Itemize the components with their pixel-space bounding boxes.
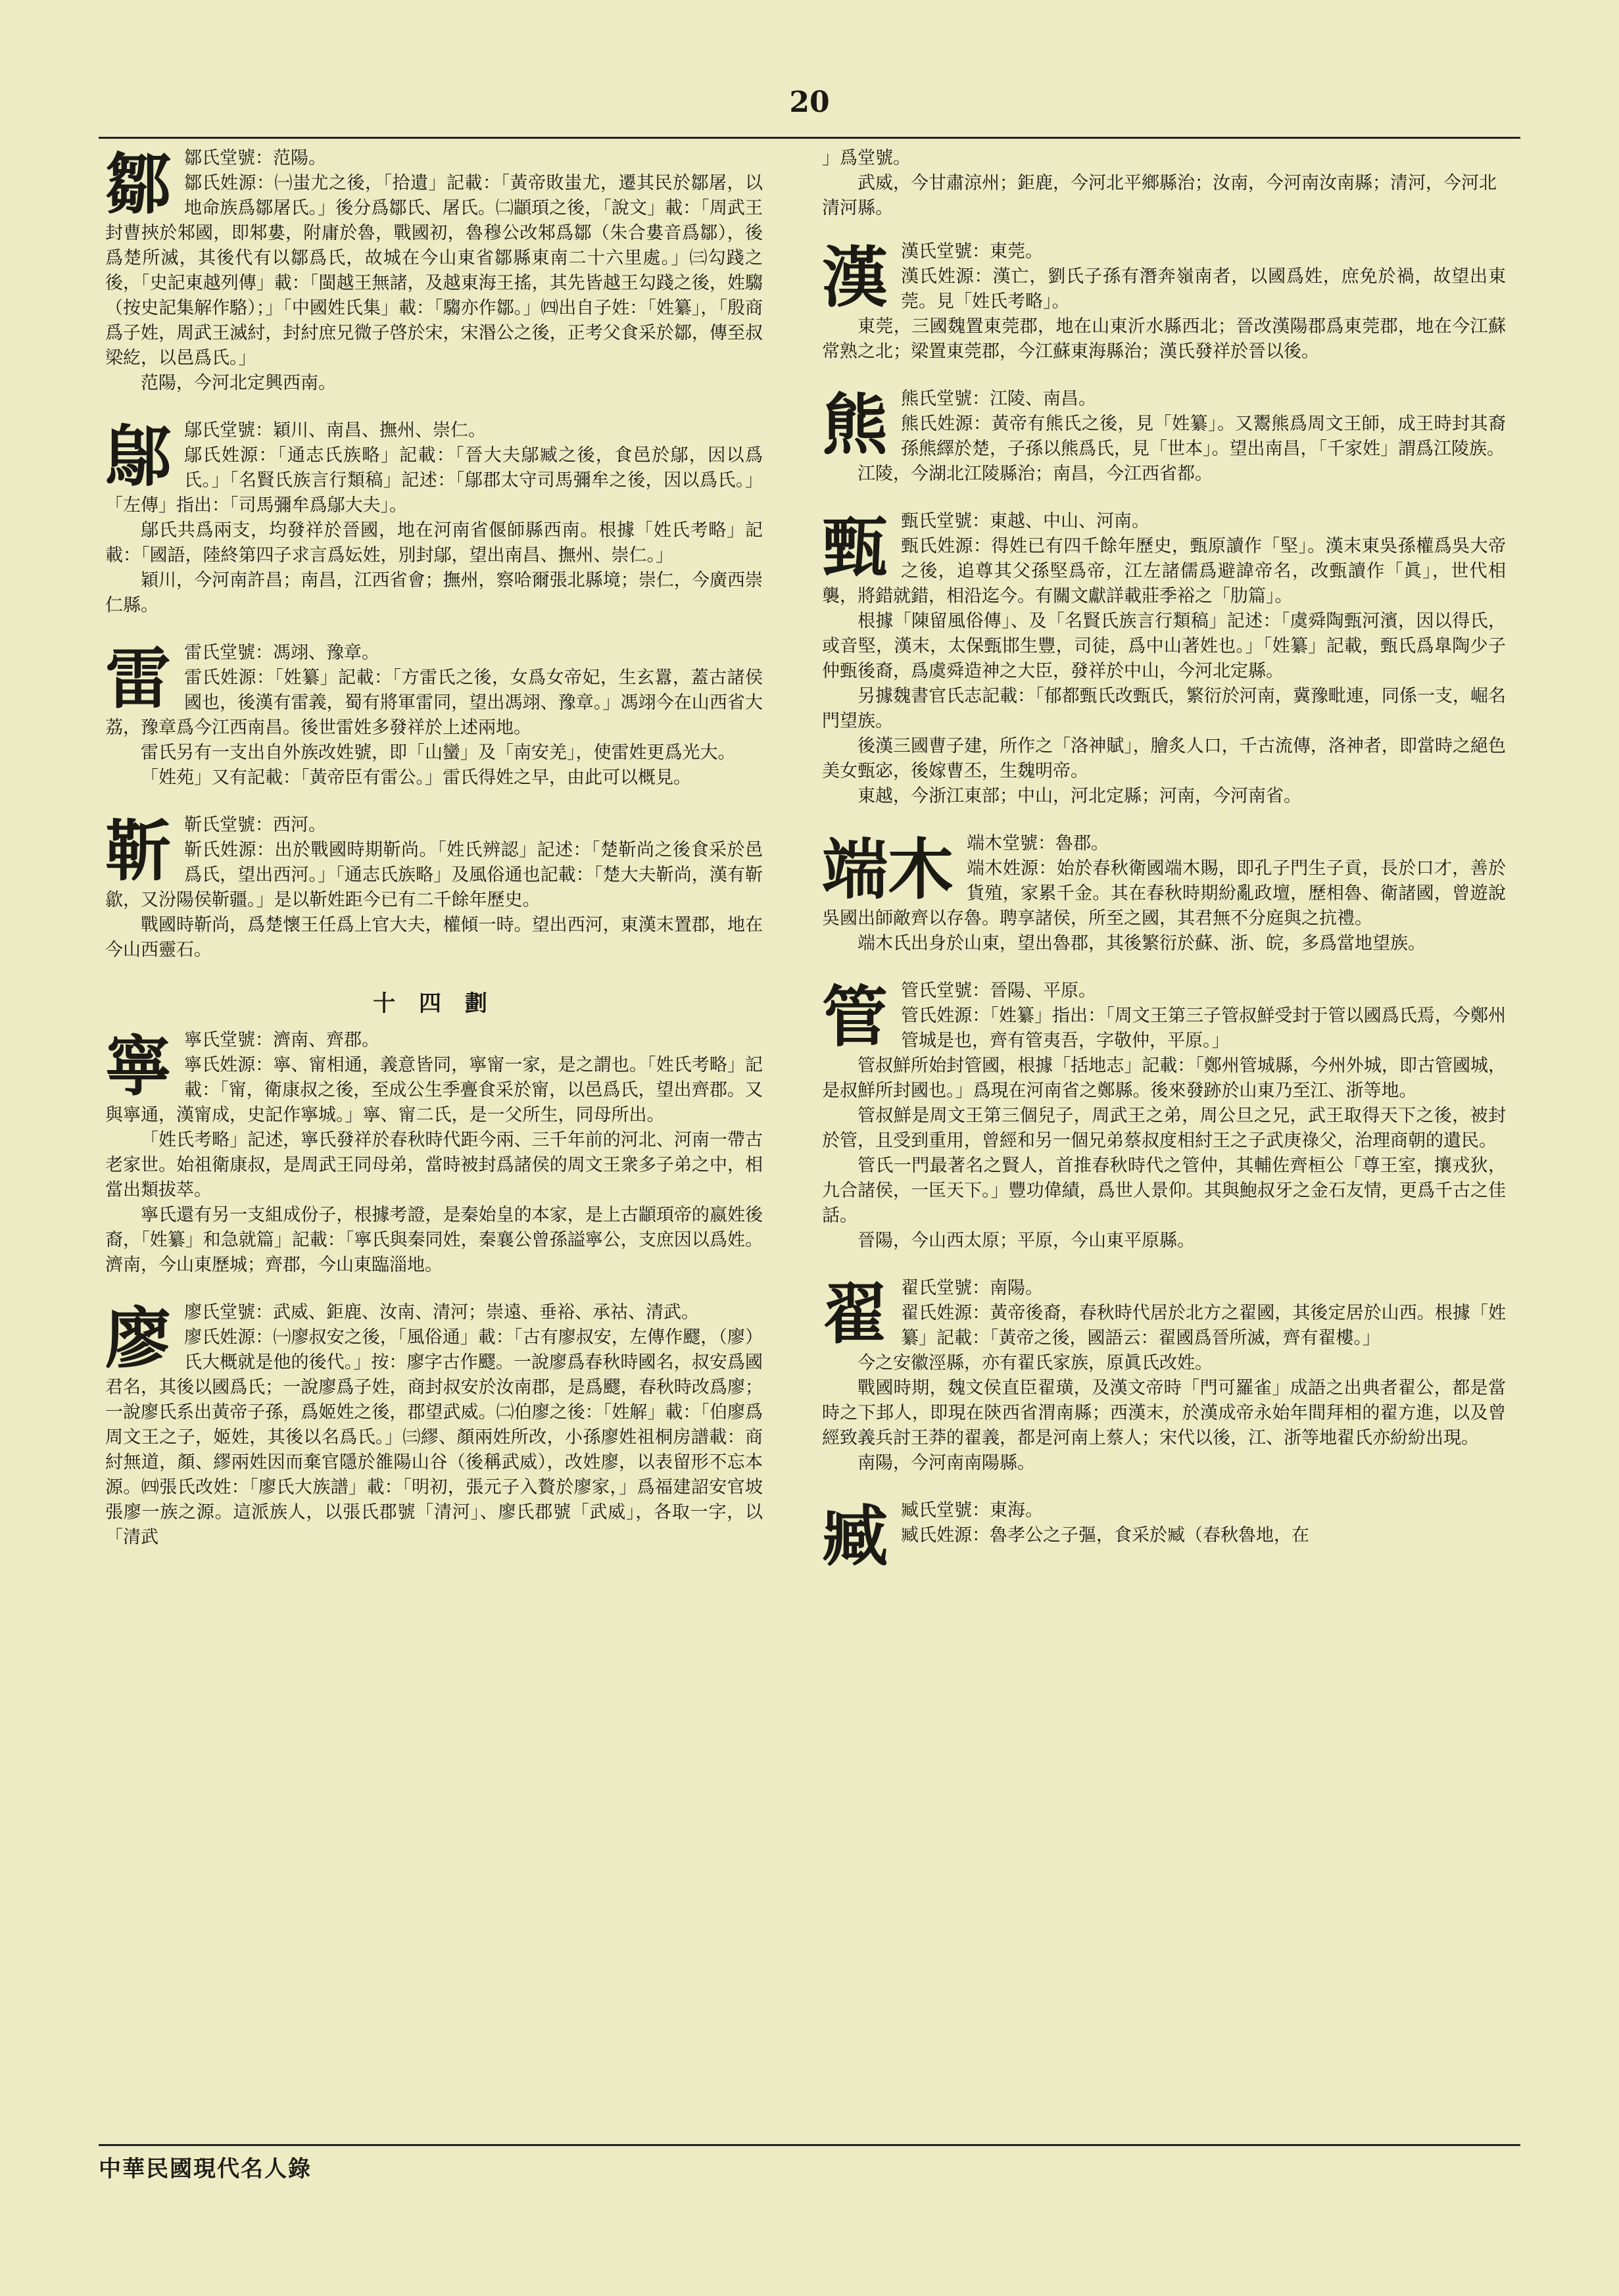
continued-paragraph: 武威，今甘肅涼州；鉅鹿，今河北平鄉縣治；汝南，今河南汝南縣；清河，今河北清河縣。 — [822, 173, 1497, 218]
entry-paragraph: 雷氏姓源：「姓纂」記載：「方雷氏之後，女爲女帝妃，生玄囂，蓋古諸侯國也，後漢有雷義，蜀有將軍雷同，望出馮翊、豫章。」馮翊今在山西省大荔，豫章爲今江西南昌。後世雷姓多發祥於上述兩地。 — [105, 668, 763, 738]
entry-paragraph: 穎川，今河南許昌；南昌，江西省會；撫州，察哈爾張北縣境；崇仁，今廣西崇仁縣。 — [105, 570, 763, 616]
entry-paragraph: 雷氏另有一支出自外族改姓號，即「山蠻」及「南安羌」，使雷姓更爲光大。 — [141, 743, 736, 763]
entry-text — [822, 979, 1506, 1254]
surname-heading: 管 — [822, 978, 888, 1056]
surname-heading: 翟 — [822, 1275, 888, 1353]
entry-paragraph: 鄔氏共爲兩支，均發祥於晉國，地在河南省偃師縣西南。根據「姓氏考略」記載：「國語，陸終第四子求言爲妘姓，別封鄔，望出南昌、撫州、崇仁。」 — [105, 520, 763, 566]
entry-paragraph: 鄔氏堂號：穎川、南昌、撫州、崇仁。 — [184, 420, 486, 441]
entry-paragraph: 管叔鮮所始封管國，根據「括地志」記載：「鄭州管城縣，今州外城，即古管國城，是叔鮮所封國也。」爲現在河南省之鄭縣。後來發跡於山東乃至江、浙等地。 — [822, 1056, 1506, 1101]
surname-heading: 熊 — [822, 386, 888, 464]
surname-heading: 甄 — [822, 508, 888, 586]
entry-text — [822, 387, 1506, 487]
entry-paragraph: 後漢三國曹子建，所作之「洛神賦」，膾炙人口，千古流傳，洛神者，即當時之絕色美女甄宓，後嫁曹丕，生魏明帝。 — [822, 736, 1506, 781]
entry-paragraph: 甄氏堂號：東越、中山、河南。 — [901, 511, 1149, 531]
surname-heading: 靳 — [105, 812, 171, 890]
entry-paragraph: 鄒氏堂號：范陽。 — [184, 148, 326, 168]
continued-paragraph: 」爲堂號。 — [822, 148, 911, 168]
surname-entry — [105, 641, 763, 791]
entry-paragraph: 鄒氏姓源：㈠蚩尤之後，「拾遺」記載：「黃帝敗蚩尤，遷其民於鄒屠，以地命族爲鄒屠氏。」後分爲鄒氏、屠氏。㈡顓頊之後，「說文」載：「周武王封曹挾於邾國，即邾婁，附庸於魯，戰國初，魯穆公改邾爲鄒（朱合婁音爲鄒），後爲楚所滅，其後代有以鄒爲氏，故城在今山東省鄒縣東南二十六里處。」㈢勾踐之後，「史記東越列傳」載：「閩越王無諸，及越東海王搖，其先皆越王勾踐之後，姓騶（按史記集解作駱）；」「中國姓氏集」載：「騶亦作鄒。」㈣出自子姓：「姓纂」，「殷商爲子姓，周武王滅紂，封紂庶兄微子啓於宋，宋湣公之後，正考父食采於鄒，傳至叔梁紇，以邑爲氏。」 — [105, 173, 763, 368]
surname-entry — [105, 1028, 763, 1278]
entry-paragraph: 管氏姓源：「姓纂」指出：「周文王第三子管叔鮮受封于管以國爲氏焉，今鄭州管城是也，齊有管夷吾，字敬仲，平原。」 — [901, 1006, 1506, 1051]
continued-text — [822, 146, 1506, 221]
entry-text — [105, 146, 763, 396]
page-number: 20 — [789, 85, 830, 119]
entry-paragraph: 寧氏姓源：寧、甯相通，義意皆同，寧甯一家，是之謂也。「姓氏考略」記載：「甯，衛康叔之後，至成公生季亹食采於甯，以邑爲氏，望出齊郡。又與寧通，漢甯成，史記作寧城。」寧、甯二氏，是一父所生，同母所出。 — [105, 1055, 763, 1125]
entry-paragraph: 東莞，三國魏置東莞郡，地在山東沂水縣西北；晉改漢陽郡爲東莞郡，地在今江蘇常熟之北；梁置東莞郡，今江蘇東海縣治；漢氏發祥於晉以後。 — [822, 316, 1506, 362]
entry-text — [822, 1276, 1506, 1476]
footer-book-title: 中華民國現代名人錄 — [99, 2156, 312, 2182]
entry-text — [105, 1300, 763, 1550]
top-rule — [99, 137, 1520, 139]
left-column — [105, 146, 763, 2136]
entry-paragraph: 翟氏堂號：南陽。 — [901, 1278, 1043, 1298]
surname-heading: 臧 — [822, 1498, 888, 1575]
entry-paragraph: 今之安徽涇縣，亦有翟氏家族，原眞氏改姓。 — [858, 1353, 1213, 1373]
entry-paragraph: 臧氏姓源：魯孝公之子彄，食采於臧（春秋魯地，在 — [901, 1525, 1309, 1546]
entry-paragraph: 熊氏姓源：黃帝有熊氏之後，見「姓纂」。又鬻熊爲周文王師，成王時封其裔孫熊繹於楚，子孫以熊爲氏，見「世本」。望出南昌，「千家姓」謂爲江陵族。 — [901, 414, 1506, 459]
entry-paragraph: 寧氏還有另一支組成份子，根據考證，是秦始皇的本家，是上古顓頊帝的嬴姓後裔，「姓纂」和急就篇」記載：「寧氏與秦同姓，秦襄公曾孫謚寧公，支庶因以爲姓。濟南，今山東歷城；齊郡，今山東臨淄地。 — [105, 1205, 763, 1275]
surname-entry — [822, 831, 1506, 956]
entry-paragraph: 靳氏姓源：出於戰國時期靳尚。「姓氏辨認」記述：「楚靳尚之後食采於邑爲氏，望出西河。」「通志氏族略」及風俗通也記載：「楚大夫靳尚，漢有靳歙，又汾陽侯靳疆。」是以靳姓距今已有二千餘年歷史。 — [105, 840, 763, 910]
entry-paragraph: 甄氏姓源：得姓已有四千餘年歷史，甄原讀作「堅」。漢末東吳孫權爲吳大帝之後，追尊其父孫堅爲帝，江左諸儒爲避諱帝名，改甄讀作「眞」，世代相襲，將錯就錯，相沿迄今。有關文獻詳載莊季裕之「肋篇」。 — [822, 536, 1506, 606]
surname-entry — [822, 509, 1506, 809]
entry-paragraph: 另據魏書官氏志記載：「郁都甄氏改甄氏，繁衍於河南，冀豫毗連，同係一支，崛名門望族。 — [822, 686, 1506, 731]
entry-paragraph: 東越，今浙江東部；中山，河北定縣；河南，今河南省。 — [858, 786, 1301, 806]
entry-paragraph: 「姓氏考略」記述，寧氏發祥於春秋時代距今兩、三千年前的河北、河南一帶古老家世。始祖衛康叔，是周武王同母弟，當時被封爲諸侯的周文王衆多子弟之中，相當出類拔萃。 — [105, 1130, 763, 1200]
surname-entry — [105, 1300, 763, 1550]
surname-heading: 鄔 — [105, 418, 171, 495]
entry-text — [105, 641, 763, 791]
surname-heading: 寧 — [105, 1027, 171, 1105]
entry-paragraph: 南陽，今河南南陽縣。 — [858, 1453, 1035, 1473]
entry-paragraph: 戰國時靳尚，爲楚懷王任爲上官大夫，權傾一時。望出西河，東漢末置郡，地在今山西靈石。 — [105, 915, 763, 960]
surname-entry — [822, 239, 1506, 364]
entry-paragraph: 鄔氏姓源：「通志氏族略」記載：「晉大夫鄔臧之後，食邑於鄔，因以爲氏。」「名賢氏族言行類稿」記述：「鄔郡太守司馬彌牟之後，因以爲氏。」「左傳」指出：「司馬彌牟爲鄔大夫」。 — [105, 445, 763, 516]
surname-entry — [105, 813, 763, 963]
entry-text — [822, 239, 1506, 364]
surname-entry — [105, 418, 763, 618]
entry-paragraph: 翟氏姓源：黃帝後裔，春秋時代居於北方之翟國，其後定居於山西。根據「姓纂」記載：「黃帝之後，國語云：翟國爲晉所滅，齊有翟樓。」 — [901, 1303, 1506, 1348]
surname-heading: 廖 — [105, 1300, 171, 1377]
entry-paragraph: 范陽，今河北定興西南。 — [141, 373, 336, 393]
surname-entry — [105, 146, 763, 396]
entry-paragraph: 管叔鮮是周文王第三個兒子，周武王之弟，周公旦之兄，武王取得天下之後，被封於管，且受到重用，曾經和另一個兄弟蔡叔度相紂王之子武庚祿父，治理商朝的遺民。 — [822, 1106, 1506, 1151]
entry-paragraph: 端木氏出身於山東，望出魯郡，其後繁衍於蘇、浙、皖，多爲當地望族。 — [858, 933, 1426, 954]
entry-text — [105, 1028, 763, 1278]
entry-paragraph: 靳氏堂號：西河。 — [184, 815, 326, 835]
entry-paragraph: 漢氏堂號：東莞。 — [901, 241, 1043, 262]
entry-paragraph: 根據「陳留風俗傳」、及「名賢氏族言行類稿」記述：「虞舜陶甄河濱，因以得氏，或音堅，漢末，太保甄邯生豐，司徒，爲中山著姓也。」「姓纂」記載，甄氏爲臯陶少子仲甄後裔，爲虞舜造神之大臣，發祥於中山，今河北定縣。 — [822, 611, 1506, 681]
entry-paragraph: 端木堂號：魯郡。 — [967, 833, 1109, 854]
entry-paragraph: 管氏堂號：晉陽、平原。 — [901, 981, 1096, 1001]
entry-paragraph: 管氏一門最著名之賢人，首推春秋時代之管仲，其輔佐齊桓公「尊王室，攘戎狄，九合諸侯，一匡天下。」豐功偉績，爲世人景仰。其與鮑叔牙之金石友情，更爲千古之佳話。 — [822, 1156, 1506, 1226]
entry-paragraph: 臧氏堂號：東海。 — [901, 1500, 1043, 1521]
entry-paragraph: 晉陽，今山西太原；平原，今山東平原縣。 — [858, 1231, 1195, 1251]
entry-paragraph: 廖氏堂號：武威、鉅鹿、汝南、清河；崇遠、垂裕、承祜、清武。 — [184, 1302, 699, 1323]
surname-entry — [822, 979, 1506, 1254]
surname-heading: 雷 — [105, 640, 171, 718]
entry-paragraph: 熊氏堂號：江陵、南昌。 — [901, 389, 1096, 409]
stroke-count-heading: 十 四 劃 — [373, 990, 495, 1017]
bottom-rule — [99, 2144, 1520, 2146]
entry-paragraph: 端木姓源：始於春秋衛國端木賜，即孔子門生子貢，長於口才，善於貨殖，家累千金。其在春秋時期紛亂政壇，歷相魯、衛諸國，曾遊說吳國出師敵齊以存魯。聘享諸侯，所至之國，其君無不分庭與之抗禮。 — [822, 858, 1506, 929]
surname-heading: 漢 — [822, 239, 888, 316]
surname-heading: 端木 — [822, 831, 954, 908]
entry-paragraph: 廖氏姓源：㈠廖叔安之後，「風俗通」載：「古有廖叔安，左傳作飂，（廖）氏大概就是他的後代。」按：廖字古作飂。一說廖爲春秋時國名，叔安爲國君名，其後以國爲氏；一說廖爲子姓，商封叔安於汝南郡，是爲飂，春秋時改爲廖；一說廖氏系出黃帝子孫，爲姬姓之後，郡望武威。㈡伯廖之後：「姓解」載：「伯廖爲周文王之子，姬姓，其後以名爲氏。」㈢繆、顏兩姓所改，小孫廖姓祖桐房譜載：商紂無道，顏、繆兩姓因而棄官隱於雒陽山谷（後稱武威），改姓廖，以表留形不忘本源。㈣張氏改姓：「廖氏大族譜」載：「明初，張元子入贅於廖家，」爲福建詔安官坡張廖一族之源。這派族人，以張氏郡號「清河」、廖氏郡號「武威」，各取一字，以「清武 — [105, 1327, 763, 1548]
right-column — [822, 146, 1506, 2136]
entry-text — [105, 418, 763, 618]
entry-paragraph: 戰國時期，魏文侯直臣翟璜，及漢文帝時「門可羅雀」成語之出典者翟公，都是當時之下邽人，即現在陝西省渭南縣；西漢末，於漢成帝永始年間拜相的翟方進，以及曾經致義兵討王莽的翟義，都是河南上蔡人；宋代以後，江、浙等地翟氏亦紛紛出現。 — [822, 1378, 1506, 1448]
entry-paragraph: 寧氏堂號：濟南、齊郡。 — [184, 1030, 379, 1050]
entry-paragraph: 雷氏堂號：馮翊、豫章。 — [184, 643, 379, 663]
surname-entry — [822, 1276, 1506, 1476]
entry-paragraph: 漢氏姓源：漢亡，劉氏子孫有潛奔嶺南者，以國爲姓，庶免於禍，故望出東莞。見「姓氏考略」。 — [901, 266, 1506, 312]
entry-paragraph: 「姓苑」又有記載：「黃帝臣有雷公。」雷氏得姓之早，由此可以概見。 — [141, 768, 691, 788]
surname-entry — [822, 387, 1506, 487]
entry-text — [822, 1498, 1506, 1548]
surname-entry — [822, 1498, 1506, 1575]
entry-paragraph: 江陵，今湖北江陵縣治；南昌，今江西省都。 — [858, 464, 1213, 484]
surname-heading: 鄒 — [105, 146, 171, 223]
entry-text — [822, 509, 1506, 809]
entry-text — [105, 813, 763, 963]
